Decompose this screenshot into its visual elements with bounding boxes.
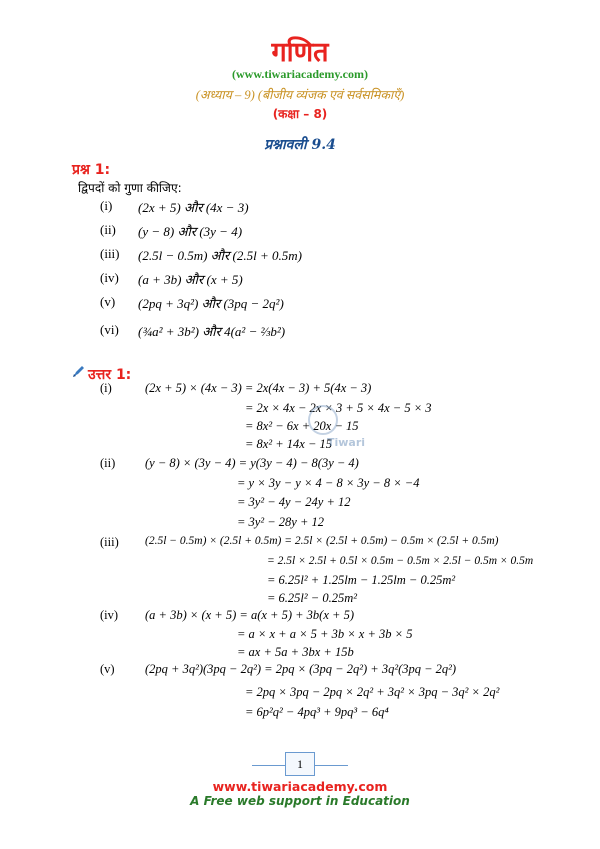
question-item-label: (v) <box>100 294 116 309</box>
footer-website: www.tiwariacademy.com <box>212 779 388 794</box>
answer-step: = 3y² − 4y − 24y + 12 <box>237 495 351 509</box>
answer-step: = 6p²q² − 4pq³ + 9pq³ − 6q⁴ <box>245 705 389 719</box>
answer-heading: उत्तर 1: <box>88 367 132 383</box>
footer-tagline: A Free web support in Education <box>190 794 410 808</box>
question-item-expression: (2pq + 3q²) और (3pq − 2q²) <box>138 296 284 311</box>
answer-step: = a × x + a × 5 + 3b × x + 3b × 5 <box>237 627 413 641</box>
question-heading: प्रश्न 1: <box>72 162 111 178</box>
question-item-label: (iii) <box>100 246 120 261</box>
question-item-label: (ii) <box>100 222 116 237</box>
answer-step: = 3y² − 28y + 12 <box>237 515 325 529</box>
chapter-subtitle: (अध्याय – 9) (बीजीय व्यंजक एवं सर्वसमिकाएँ) <box>195 88 405 102</box>
answer-part-label: (iv) <box>100 608 119 622</box>
answer-part-label: (v) <box>100 662 115 676</box>
answer-step: = 8x² − 6x + 20x − 15 <box>245 419 359 433</box>
answer-step: = 6.25l² + 1.25lm − 1.25lm − 0.25m² <box>267 573 456 587</box>
class-label: (कक्षा – 8) <box>272 107 328 121</box>
pencil-icon <box>72 364 86 378</box>
answer-part-label: (i) <box>100 381 112 395</box>
answer-part-label: (ii) <box>100 456 116 470</box>
answer-equation: (a + 3b) × (x + 5) = a(x + 5) + 3b(x + 5) <box>145 608 354 622</box>
tiwari-watermark-logo <box>305 402 366 452</box>
page-number: 1 <box>285 752 315 776</box>
watermark-text: Tiwari <box>327 436 366 449</box>
question-item-label: (vi) <box>100 322 119 337</box>
question-item-expression: (y − 8) और (3y − 4) <box>138 224 243 239</box>
answer-step: = 8x² + 14x − 15 <box>245 437 333 451</box>
header-website: (www.tiwariacademy.com) <box>232 67 368 81</box>
question-item-label: (i) <box>100 198 113 213</box>
answer-equation: (2x + 5) × (4x − 3) = 2x(4x − 3) + 5(4x − 3) <box>145 381 372 395</box>
answer-step: = 6.25l² − 0.25m² <box>267 591 357 605</box>
answer-equation: (2pq + 3q²)(3pq − 2q²) = 2pq × (3pq − 2q²) + 3q²(3pq − 2q²) <box>145 662 457 676</box>
page-title: गणित <box>271 37 329 68</box>
answer-step: = 2.5l × 2.5l + 0.5l × 0.5m − 0.5m × 2.5l − 0.5m × 0.5m <box>267 555 534 567</box>
exercise-title: प्रश्नावली 9.4 <box>264 137 336 153</box>
answer-equation: (2.5l − 0.5m) × (2.5l + 0.5m) = 2.5l × (2.5l + 0.5m) − 0.5m × (2.5l + 0.5m) <box>145 535 499 547</box>
question-item-expression: (¾a² + 3b²) और 4(a² − ⅔b²) <box>138 324 286 339</box>
question-item-expression: (2.5l − 0.5m) और (2.5l + 0.5m) <box>138 248 302 263</box>
answer-step: = ax + 5a + 3bx + 15b <box>237 645 354 659</box>
question-instruction: द्विपदों को गुणा कीजिए: <box>78 181 182 195</box>
answer-equation: (y − 8) × (3y − 4) = y(3y − 4) − 8(3y − 4) <box>145 456 359 470</box>
question-item-label: (iv) <box>100 270 119 285</box>
answer-part-label: (iii) <box>100 535 119 549</box>
question-item-expression: (2x + 5) और (4x − 3) <box>138 200 249 215</box>
answer-step: = 2x × 4x − 2x × 3 + 5 × 4x − 5 × 3 <box>245 401 432 415</box>
answer-step: = y × 3y − y × 4 − 8 × 3y − 8 × −4 <box>237 476 420 490</box>
question-item-expression: (a + 3b) और (x + 5) <box>138 272 243 287</box>
answer-step: = 2pq × 3pq − 2pq × 2q² + 3q² × 3pq − 3q² × 2q² <box>245 685 500 699</box>
